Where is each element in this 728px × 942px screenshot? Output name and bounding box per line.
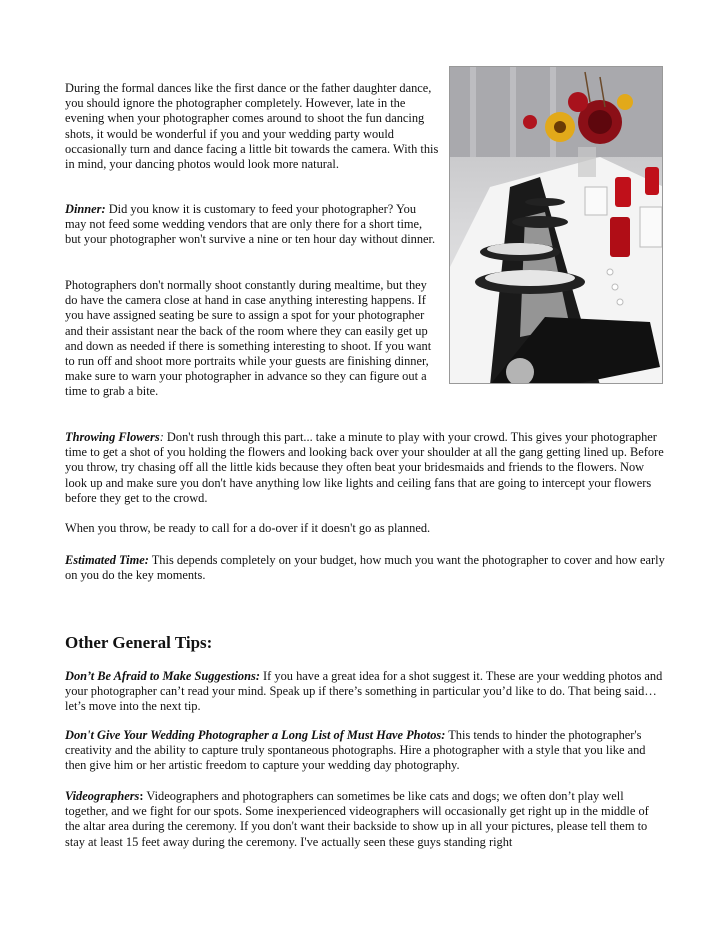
dancing-text: During the formal dances like the first dance or the father daughter dance, you should ignore the photographer completely. However, late in the evening when your photographer comes around to shoot the fun dancing shots, it would be wonderful if you and your wedding party would occasionally turn and dance facing a little bit towards the camera. With this in mind, your dancing photos would look more natural.: [65, 81, 439, 172]
do-over-paragraph: [65, 521, 665, 536]
throwing-flowers-colon: :: [159, 430, 164, 444]
tip-must-have-list-paragraph: [65, 728, 665, 774]
tip-suggestions-text: If you have a great idea for a shot suggest it. These are your wedding photos and your photographer can’t read your mind. Speak up if there’s something in particular you’d like to do. That being said…let’s move into the next tip.: [65, 669, 663, 714]
estimated-time-paragraph: [65, 553, 665, 583]
tip-must-have-list-text: This tends to hinder the photographer's creativity and the ability to capture truly spontaneous photographs. Hire a photographer with a style that you like and then give him or her artistic freedom to capture your wedding day photography.: [65, 728, 646, 773]
do-over-text: When you throw, be ready to call for a do-over if it doesn't go as planned.: [65, 521, 431, 535]
estimated-time-label: Estimated Time:: [65, 553, 149, 567]
throwing-flowers-text: Don't rush through this part... take a minute to play with your crowd. This gives your photographer time to get a shot of you holding the flowers and looking back over your shoulder at all the gang getting lined up. Before you throw, try chasing off all the little kids because they often beat your bridesmaids and friends to the flowers. Now look up and make sure you don't have anything low like lights and ceiling fans that are going to intercept your flowers before they get to the crowd.: [65, 430, 664, 505]
dancing-paragraph: [65, 81, 440, 172]
dinner-label: Dinner:: [65, 202, 106, 216]
wedding-table-photo: [449, 66, 663, 384]
tip-videographers-paragraph: [65, 789, 665, 850]
tip-videographers-colon: :: [139, 789, 144, 803]
estimated-time-text: This depends completely on your budget, how much you want the photographer to cover and how early on you do the key moments.: [65, 553, 665, 583]
section-heading: Other General Tips:: [65, 633, 213, 652]
throwing-flowers-paragraph: [65, 430, 665, 506]
dinner-text: Did you know it is customary to feed your photographer? You may not feed some wedding vendors that are only there for a short time, but your photographer won't survive a nine or ten hour day without dinner.: [65, 202, 436, 247]
tip-must-have-list-label: Don't Give Your Wedding Photographer a Long List of Must Have Photos:: [65, 728, 446, 742]
mealtime-text: Photographers don't normally shoot constantly during mealtime, but they do have the camera close at hand in case anything interesting happens. If you have assigned seating be sure to assign a spot for your photographer and their assistant near the back of the room where they can easily get up and down as needed if there is something interesting to shoot. If you want to run off and shoot more portraits while your guests are finishing dinner, make sure to warn your photographer in advance so they can figure out a time to grab a bite.: [65, 278, 432, 399]
tip-suggestions-label: Don’t Be Afraid to Make Suggestions:: [65, 669, 260, 683]
tip-suggestions-paragraph: [65, 669, 665, 715]
tip-videographers-text: Videographers and photographers can sometimes be like cats and dogs; we often don’t play well together, and we fight for our spots. Some inexperienced videographers will occasionally get right up in the middle of the altar area during the ceremony. If you don't want their backside to show up in all your pictures, please tell them to stay at least 15 feet away during the ceremony. I've actually seen these guys standing right: [65, 789, 649, 849]
tip-videographers-label: Videographers: [65, 789, 140, 803]
dinner-paragraph: [65, 202, 440, 248]
mealtime-paragraph: [65, 278, 440, 400]
throwing-flowers-label: Throwing Flowers: [65, 430, 160, 444]
table-setting-illustration: [450, 67, 663, 384]
